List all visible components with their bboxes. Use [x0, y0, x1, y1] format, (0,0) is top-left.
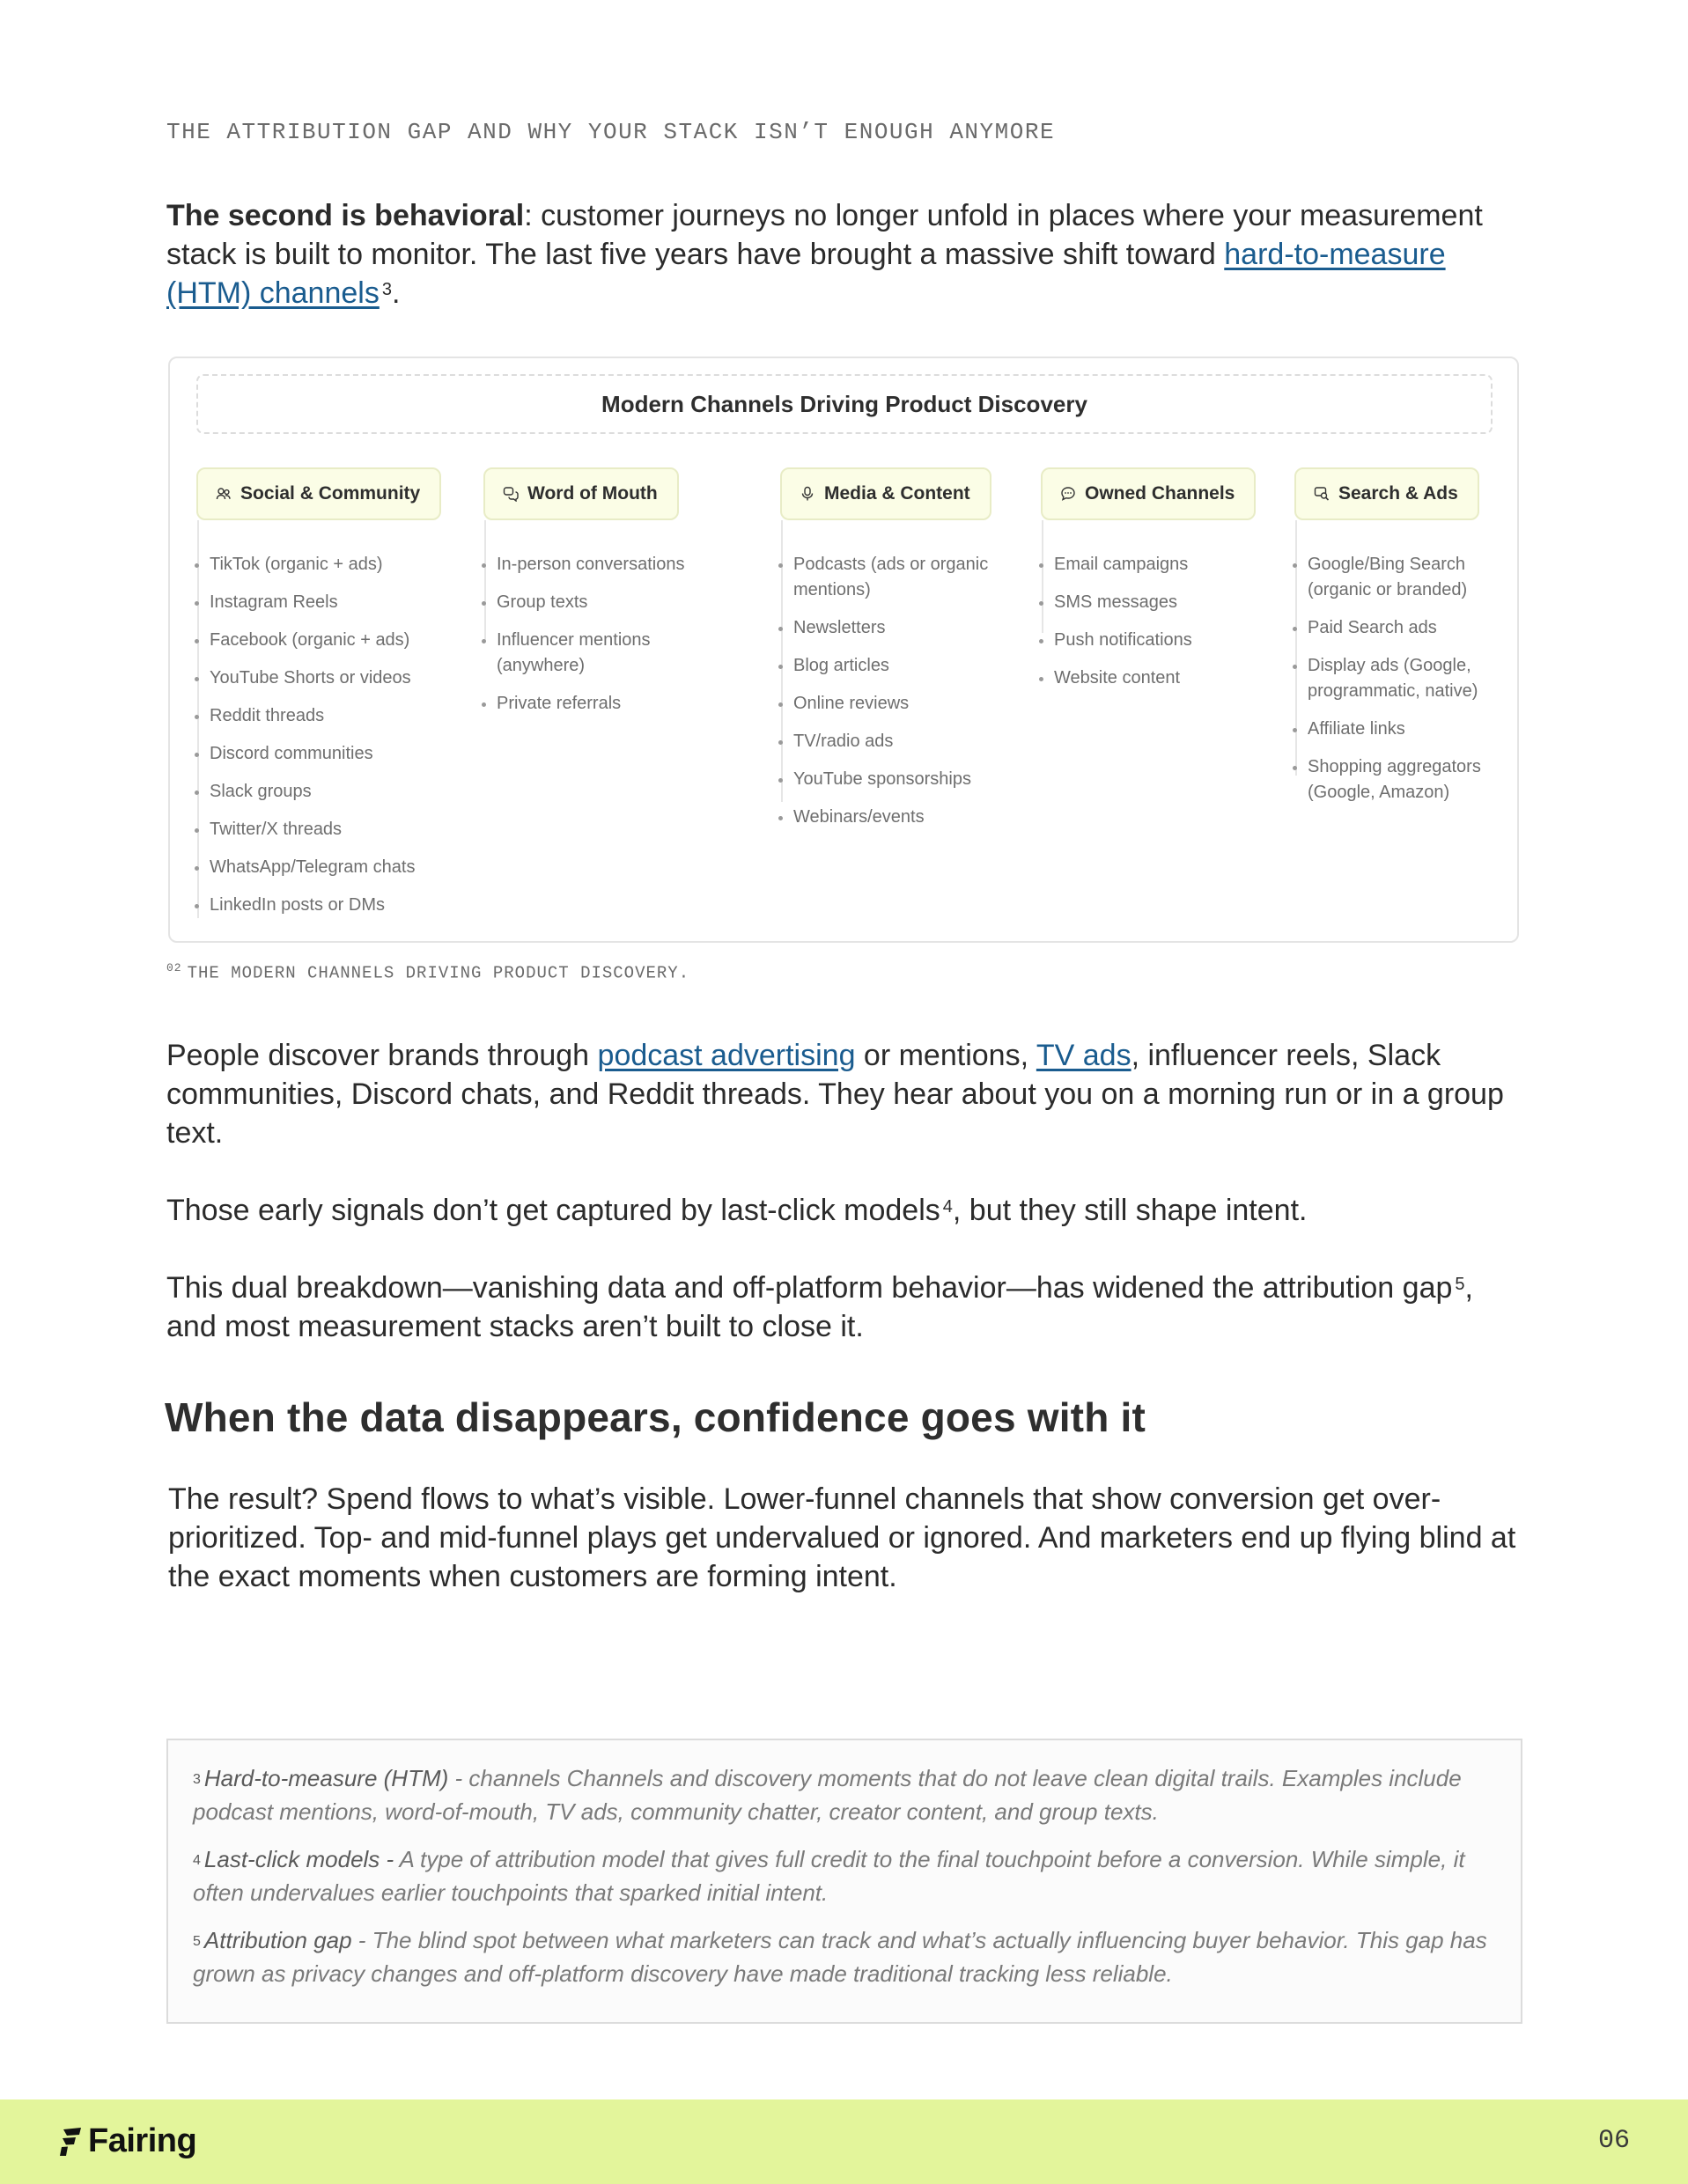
brand-name: Fairing	[88, 2122, 197, 2159]
section-header: THE ATTRIBUTION GAP AND WHY YOUR STACK ISN’T ENOUGH ANYMORE	[166, 119, 1056, 145]
footnote-number: 5	[193, 1934, 201, 1949]
list-item: Shopping aggregators (Google, Amazon)	[1293, 754, 1504, 805]
footnote-text: A type of attribution model that gives full credit to the final touchpoint before a conversion. While simple, it often undervalues earlier touchpoints that sparked initial intent.	[193, 1846, 1465, 1906]
list-item: WhatsApp/Telegram chats	[195, 855, 459, 880]
category-search-ads	[1294, 467, 1479, 520]
footnote-number: 4	[193, 1853, 201, 1868]
footnote-4	[193, 1842, 1496, 1909]
footnote-text: - The blind spot between what marketers can track and what’s actually influencing buyer behavior. This gap has grown as privacy changes and off-platform discovery have made traditional tracking less reliable.	[193, 1927, 1487, 1987]
channels-diagram	[168, 357, 1519, 943]
category-list-media	[778, 552, 1016, 842]
list-item: Facebook (organic + ads)	[195, 628, 459, 653]
list-item: Twitter/X threads	[195, 817, 459, 842]
list-item: In-person conversations	[482, 552, 719, 577]
text: People discover brands through	[166, 1039, 598, 1072]
list-item: Podcasts (ads or organic mentions)	[778, 552, 1016, 603]
list-item: Display ads (Google, programmatic, native)	[1293, 653, 1504, 704]
fairing-logo-icon	[58, 2124, 85, 2159]
footnote-term: Last-click models -	[203, 1846, 394, 1872]
list-item: Influencer mentions (anywhere)	[482, 628, 719, 679]
category-list-word-of-mouth	[482, 552, 719, 729]
footnote-3	[193, 1761, 1496, 1828]
intro-end: .	[391, 276, 401, 310]
text: Those early signals don’t get captured by last-click models	[166, 1194, 940, 1227]
list-item: Group texts	[482, 590, 719, 615]
list-item: SMS messages	[1039, 590, 1268, 615]
list-item: Push notifications	[1039, 628, 1268, 653]
text: , and most measurement stacks aren’t built to close it.	[166, 1271, 1473, 1343]
section-heading: When the data disappears, confidence goes with it	[165, 1394, 1146, 1440]
figure-caption	[166, 961, 689, 982]
footnote-term: Hard-to-measure (HTM)	[203, 1765, 449, 1791]
caption-text: THE MODERN CHANNELS DRIVING PRODUCT DISCOVERY.	[187, 963, 690, 983]
list-item: Instagram Reels	[195, 590, 459, 615]
fairing-logo[interactable]	[58, 2122, 196, 2160]
list-item: Online reviews	[778, 691, 1016, 717]
list-item: Private referrals	[482, 691, 719, 717]
category-list-search	[1293, 552, 1504, 818]
paragraph-early-signals	[166, 1191, 1527, 1230]
list-item: Email campaigns	[1039, 552, 1268, 577]
category-label: Search & Ads	[1338, 483, 1458, 504]
intro-bold: The second is behavioral	[166, 199, 525, 232]
footnote-ref-4[interactable]: 4	[942, 1197, 953, 1217]
list-item: Paid Search ads	[1293, 615, 1504, 641]
people-icon	[216, 486, 232, 502]
category-word-of-mouth	[483, 467, 679, 520]
message-icon	[1060, 486, 1076, 502]
category-label: Media & Content	[824, 483, 970, 504]
intro-paragraph	[166, 196, 1527, 313]
tv-ads-link[interactable]: TV ads	[1036, 1039, 1131, 1072]
list-item: Google/Bing Search (organic or branded)	[1293, 552, 1504, 603]
category-list-owned	[1039, 552, 1268, 703]
text: , but they still shape intent.	[952, 1194, 1308, 1227]
list-item: Newsletters	[778, 615, 1016, 641]
page-number: 06	[1597, 2126, 1630, 2156]
list-item: Webinars/events	[778, 805, 1016, 830]
footnote-5	[193, 1923, 1496, 1990]
list-item: Discord communities	[195, 741, 459, 767]
diagram-title: Modern Channels Driving Product Discovery	[196, 374, 1493, 434]
list-item: Affiliate links	[1293, 717, 1504, 742]
list-item: Reddit threads	[195, 703, 459, 729]
footnote-ref-3[interactable]: 3	[381, 280, 392, 299]
footnote-number: 3	[193, 1772, 201, 1787]
category-social-community	[196, 467, 441, 520]
footnote-text: - channels Channels and discovery moments that do not leave clean digital trails. Examples include podcast mentions, word-of-mouth, TV ads, community chatter, creator content, and group texts.	[193, 1765, 1462, 1825]
category-owned-channels	[1041, 467, 1256, 520]
intro-text: : customer journeys no longer unfold in places where your measurement stack is built to monitor. The last five years have brought a massive shift toward	[166, 199, 1483, 271]
page-footer	[0, 2099, 1688, 2184]
list-item: TV/radio ads	[778, 729, 1016, 754]
category-media-content	[780, 467, 991, 520]
category-list-social	[195, 552, 459, 930]
search-icon	[1314, 486, 1330, 502]
microphone-icon	[800, 486, 815, 502]
list-item: Website content	[1039, 665, 1268, 691]
htm-channels-link[interactable]: hard-to-measure (HTM) channels	[166, 238, 1446, 310]
text: This dual breakdown—vanishing data and off-platform behavior—has widened the attribution gap	[166, 1271, 1453, 1305]
list-item: YouTube sponsorships	[778, 767, 1016, 792]
caption-number: 02	[166, 961, 182, 974]
category-label: Word of Mouth	[527, 483, 658, 504]
category-label: Owned Channels	[1085, 483, 1235, 504]
paragraph-discovery	[166, 1036, 1527, 1152]
paragraph-result: The result? Spend flows to what’s visible. Lower-funnel channels that show conversion get over-prioritized. Top- and mid-funnel plays get undervalued or ignored. And marketers end up flying blind at the exact moments when customers are forming intent.	[168, 1482, 1516, 1593]
list-item: LinkedIn posts or DMs	[195, 893, 459, 918]
text: or mentions,	[855, 1039, 1036, 1072]
text: , influencer reels, Slack communities, Discord chats, and Reddit threads. They hear about you on a morning run or in a group text.	[166, 1039, 1504, 1150]
list-item: YouTube Shorts or videos	[195, 665, 459, 691]
podcast-advertising-link[interactable]: podcast advertising	[597, 1039, 856, 1072]
category-label: Social & Community	[240, 483, 421, 504]
paragraph-dual-breakdown	[166, 1268, 1527, 1346]
list-item: Slack groups	[195, 779, 459, 805]
chat-bubbles-icon	[503, 486, 519, 502]
list-item: TikTok (organic + ads)	[195, 552, 459, 577]
footnote-ref-5[interactable]: 5	[1455, 1275, 1465, 1294]
list-item: Blog articles	[778, 653, 1016, 679]
footnotes-box	[166, 1739, 1522, 2024]
footnote-term: Attribution gap	[203, 1927, 352, 1953]
